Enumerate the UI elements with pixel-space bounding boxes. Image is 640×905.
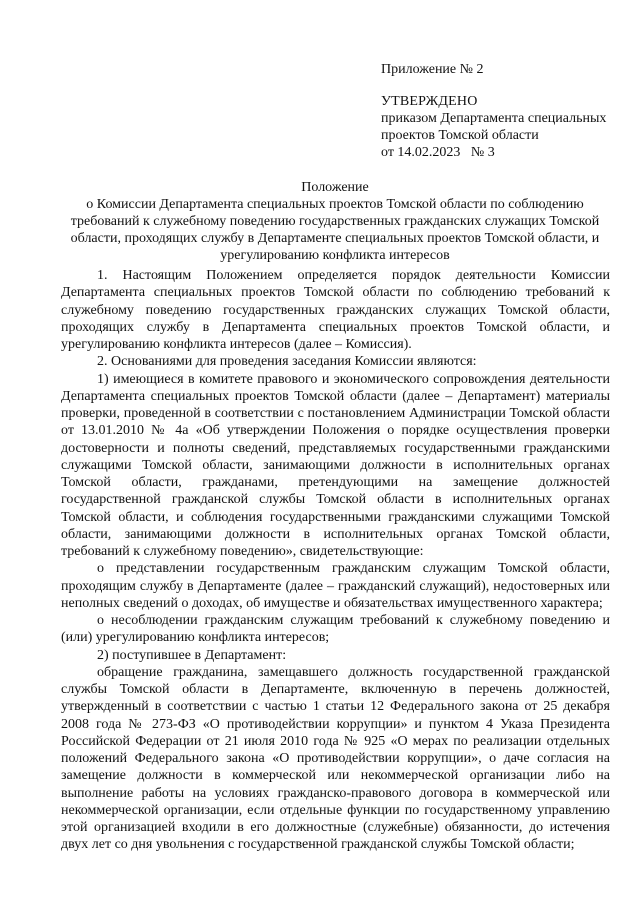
- order-line-2: проектов Томской области: [381, 128, 539, 143]
- document-subtitle: о Комиссии Департамента специальных проектов Томской области по соблюдению требований к служебному поведению государственных гражданских служащих Томской области, проходящих службу в Департаменте специальных проектов Томской области, и урегулированию конфликта интересов: [70, 197, 600, 263]
- paragraph-5: о несоблюдении гражданским служащим требований к служебному поведению и (или) урегулированию конфликта интересов;: [61, 613, 610, 646]
- approval-block: [381, 61, 631, 161]
- order-line-1: приказом Департамента специальных: [381, 111, 607, 126]
- paragraph-3: 1) имеющиеся в комитете правового и экономического сопровождения деятельности Департамента специальных проектов Томской области (далее – Департамент) материалы проверки, проведенной в соответствии с постановлением Администрации Томской области от 13.01.2010 № 4а «Об утверждении Положения о порядке осуществления проверки достоверности и полноты сведений, представляемых государственными гражданскими служащими Томской области, занимающими должности в исполнительных органах Томской области, гражданами, претендующими на замещение должностей государственной гражданской службы Томской области в исполнительных органах Томской области, и соблюдения государственными гражданскими служащими Томской области, занимающими должности в исполнительных органах Томской области, требований к служебному поведению», свидетельствующие:: [61, 371, 610, 559]
- paragraph-2: 2. Основаниями для проведения заседания Комиссии являются:: [97, 354, 477, 370]
- approved-stamp-text: УТВЕРЖДЕНО: [381, 94, 478, 109]
- paragraph-6: 2) поступившее в Департамент:: [97, 647, 287, 663]
- document-title-block: [55, 179, 615, 264]
- order-date-number: от 14.02.2023 № 3: [381, 145, 495, 160]
- document-body: [61, 267, 610, 854]
- paragraph-1: 1. Настоящим Положением определяется порядок деятельности Комиссии Департамента специальных проектов Томской области по соблюдению требований к служебному поведению государственных гражданских служащих Томской области, проходящих службу в Департамента специальных проектов Томской области, и урегулированию конфликта интересов (далее – Комиссия).: [61, 268, 610, 352]
- paragraph-4: о представлении государственным гражданским служащим Томской области, проходящим службу в Департаменте (далее – гражданский служащий), недостоверных или неполных сведений о доходах, об имуществе и обязательствах имущественного характера;: [61, 561, 610, 611]
- paragraph-7: обращение гражданина, замещавшего должность государственной гражданской службы Томской области в Департаменте, включенную в перечень должностей, утвержденный в соответствии с частью 1 статьи 12 Федерального закона от 25 декабря 2008 года № 273-ФЗ «О противодействии коррупции» и пунктом 4 Указа Президента Российской Федерации от 21 июля 2010 года № 925 «О мерах по реализации отдельных положений Федерального закона «О противодействии коррупции», о даче согласия на замещение должности в коммерческой или некоммерческой организации либо на выполнение работы на условиях гражданско-правового договора в коммерческой или некоммерческой организации, если отдельные функции по государственному управлению этой организацией входили в его должностные (служебные) обязанности, до истечения двух лет со дня увольнения с государственной гражданской службы Томской области;: [61, 664, 610, 853]
- appendix-label: Приложение № 2: [381, 62, 484, 77]
- document-heading: Положение: [301, 180, 369, 195]
